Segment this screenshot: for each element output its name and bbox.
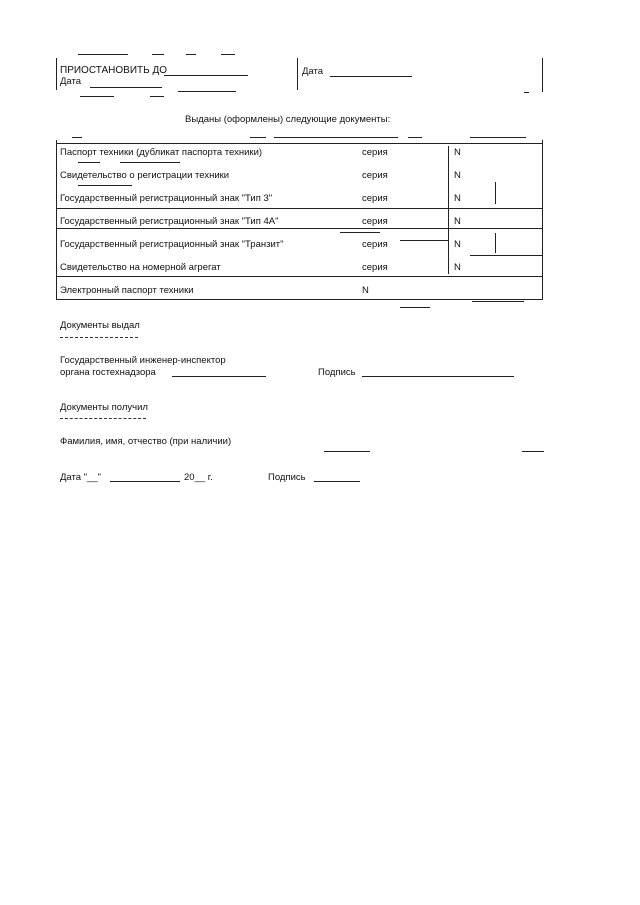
issued-documents-heading: Выданы (оформлены) следующие документы: bbox=[185, 114, 391, 125]
suspend-until-label: ПРИОСТАНОВИТЬ ДО bbox=[60, 65, 168, 76]
doc-row-1-name: Паспорт техники (дубликат паспорта техники) bbox=[60, 147, 263, 158]
doc-row-7-name: Электронный паспорт техники bbox=[60, 285, 194, 296]
right-date-label: Дата bbox=[302, 66, 324, 77]
doc-row-2-name: Свидетельство о регистрации техники bbox=[60, 170, 230, 181]
received-by-label: Документы получил bbox=[60, 402, 148, 413]
inspector-name-line[interactable] bbox=[172, 376, 266, 377]
doc-row-1-series[interactable]: серия bbox=[362, 147, 388, 158]
doc-row-6-series[interactable]: серия bbox=[362, 262, 388, 273]
receive-signature-label: Подпись bbox=[268, 472, 306, 483]
doc-row-5-name: Государственный регистрационный знак "Транзит" bbox=[60, 239, 284, 250]
doc-row-5-series[interactable]: серия bbox=[362, 239, 388, 250]
issued-by-label: Документы выдал bbox=[60, 320, 140, 331]
doc-row-5-number[interactable]: N bbox=[454, 239, 461, 250]
receive-date-line[interactable] bbox=[110, 481, 180, 482]
doc-row-3-name: Государственный регистрационный знак "Тип 3" bbox=[60, 193, 273, 204]
inspector-label-line2: органа гостехнадзора bbox=[60, 367, 156, 378]
inspector-signature-line[interactable] bbox=[362, 376, 514, 377]
fio-line[interactable] bbox=[324, 451, 370, 452]
doc-row-6-number[interactable]: N bbox=[454, 262, 461, 273]
inspector-signature-label: Подпись bbox=[318, 367, 356, 378]
doc-row-6-name: Свидетельство на номерной агрегат bbox=[60, 262, 221, 273]
fio-label: Фамилия, имя, отчество (при наличии) bbox=[60, 436, 232, 447]
receive-year-label: 20__ г. bbox=[184, 472, 213, 483]
doc-row-2-series[interactable]: серия bbox=[362, 170, 388, 181]
doc-row-4-number[interactable]: N bbox=[454, 216, 461, 227]
receive-signature-line[interactable] bbox=[314, 481, 360, 482]
doc-row-3-series[interactable]: серия bbox=[362, 193, 388, 204]
doc-row-4-series[interactable]: серия bbox=[362, 216, 388, 227]
suspend-until-line[interactable] bbox=[164, 75, 248, 76]
suspend-date-label: Дата bbox=[60, 76, 82, 87]
doc-row-1-number[interactable]: N bbox=[454, 147, 461, 158]
suspend-date-line[interactable] bbox=[90, 87, 162, 88]
doc-row-2-number[interactable]: N bbox=[454, 170, 461, 181]
inspector-label-line1: Государственный инженер-инспектор bbox=[60, 355, 226, 366]
right-date-line[interactable] bbox=[330, 76, 412, 77]
doc-row-7-number[interactable]: N bbox=[362, 285, 369, 296]
receive-date-label: Дата "__" bbox=[60, 472, 101, 483]
doc-row-3-number[interactable]: N bbox=[454, 193, 461, 204]
doc-row-4-name: Государственный регистрационный знак "Тип 4А" bbox=[60, 216, 279, 227]
